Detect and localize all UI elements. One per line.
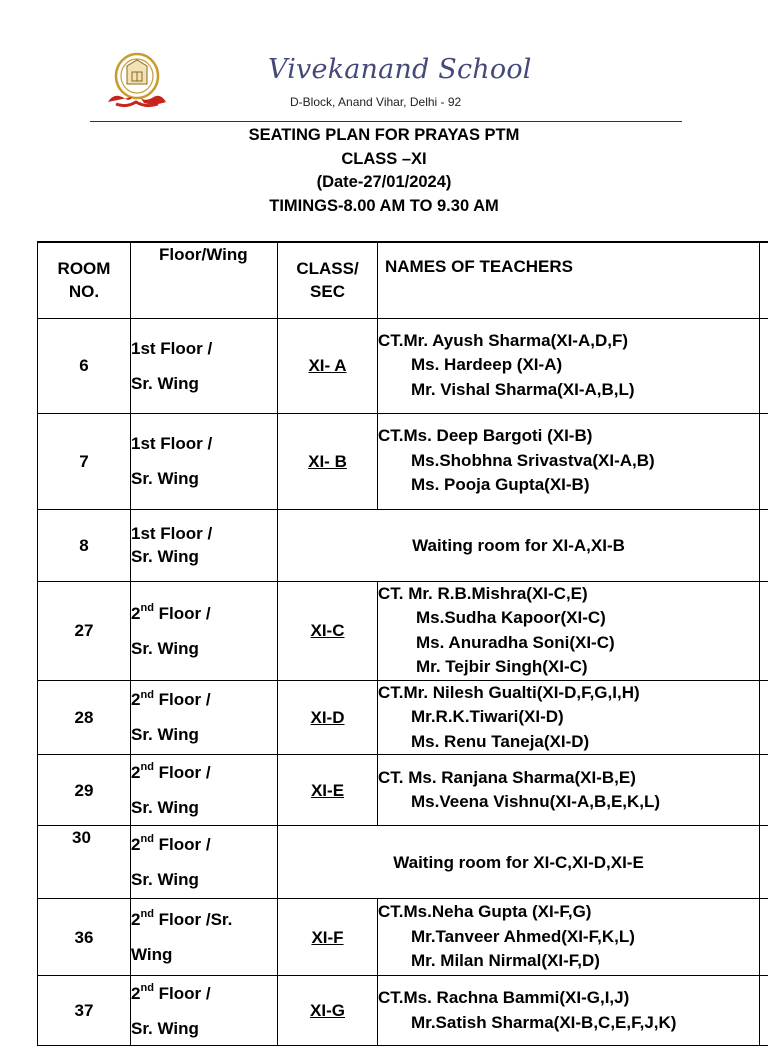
extra-column-cell <box>760 826 768 899</box>
table-header-row <box>38 242 768 318</box>
room-number: 29 <box>38 755 131 826</box>
class-section <box>278 318 378 413</box>
class-section-label: XI-F <box>311 928 343 947</box>
floor-label: Floor / <box>154 690 211 709</box>
class-section <box>278 680 378 755</box>
teacher-names <box>378 755 760 826</box>
room-number: 7 <box>38 413 131 509</box>
floor-line: 1st Floor / <box>131 337 277 360</box>
teacher-name: Ms. Pooja Gupta(XI-B) <box>378 473 759 498</box>
floor-label: Floor / <box>154 984 211 1003</box>
floor-ordinal: 2 <box>131 835 140 854</box>
floor-wing <box>131 899 278 976</box>
extra-column-cell <box>760 899 768 976</box>
wing-line: Wing <box>131 943 277 966</box>
teacher-name: Mr. Vishal Sharma(XI-A,B,L) <box>378 378 759 403</box>
document-heading <box>0 124 768 218</box>
letterhead-divider <box>90 121 682 122</box>
teacher-names <box>378 581 760 680</box>
teacher-name: Mr. Milan Nirmal(XI-F,D) <box>378 949 759 974</box>
extra-column-cell <box>760 680 768 755</box>
extra-column-cell <box>760 318 768 413</box>
floor-label: Floor /Sr. <box>154 910 232 929</box>
seating-plan-table <box>37 241 768 1046</box>
class-teacher-name: CT. Mr. R.B.Mishra(XI-C,E) <box>378 582 759 607</box>
teacher-names <box>378 976 760 1046</box>
teacher-names <box>378 680 760 755</box>
class-section <box>278 976 378 1046</box>
floor-ordinal-suffix: nd <box>140 833 153 845</box>
floor-ordinal-suffix: nd <box>140 761 153 773</box>
wing-line: Sr. Wing <box>131 637 277 660</box>
extra-column-cell <box>760 509 768 581</box>
extra-column-cell <box>760 581 768 680</box>
wing-line: Sr. Wing <box>131 372 277 395</box>
floor-ordinal-suffix: nd <box>140 602 153 614</box>
wing-line: Sr. Wing <box>131 1017 277 1040</box>
floor-label: Floor / <box>154 763 211 782</box>
waiting-room-note: Waiting room for XI-A,XI-B <box>278 509 760 581</box>
teacher-name: Ms. Renu Taneja(XI-D) <box>378 730 759 755</box>
floor-line: 1st Floor / <box>131 432 277 455</box>
teacher-names <box>378 413 760 509</box>
teacher-name: Ms.Shobhna Srivastva(XI-A,B) <box>378 449 759 474</box>
waiting-room-note: Waiting room for XI-C,XI-D,XI-E <box>278 826 760 899</box>
room-number: 37 <box>38 976 131 1046</box>
floor-ordinal: 2 <box>131 984 140 1003</box>
class-section-label: XI-D <box>311 708 345 727</box>
wing-line: Sr. Wing <box>131 796 277 819</box>
teacher-names <box>378 318 760 413</box>
floor-line <box>131 833 277 856</box>
floor-wing <box>131 318 278 413</box>
wing-line: Sr. Wing <box>131 868 277 891</box>
table-row <box>38 413 768 509</box>
class-section-label: XI-E <box>311 781 344 800</box>
table-row <box>38 755 768 826</box>
room-number: 6 <box>38 318 131 413</box>
teacher-names <box>378 899 760 976</box>
class-section-label: XI-G <box>310 1001 345 1020</box>
header-floor-wing: Floor/Wing <box>131 242 278 318</box>
wing-line: Sr. Wing <box>131 723 277 746</box>
class-section <box>278 413 378 509</box>
class-section <box>278 899 378 976</box>
header-teacher-names: NAMES OF TEACHERS <box>378 242 760 318</box>
wing-line: Sr. Wing <box>131 467 277 490</box>
header-room-no: ROOM NO. <box>38 242 131 318</box>
table-row <box>38 976 768 1046</box>
table-row <box>38 826 768 899</box>
table-row <box>38 318 768 413</box>
class-teacher-name: CT.Mr. Nilesh Gualti(XI-D,F,G,I,H) <box>378 681 759 706</box>
table-row <box>38 509 768 581</box>
class-section <box>278 581 378 680</box>
floor-ordinal: 2 <box>131 690 140 709</box>
extra-column-cell <box>760 413 768 509</box>
room-number: 30 <box>38 826 131 899</box>
floor-ordinal-suffix: nd <box>140 908 153 920</box>
class-section <box>278 755 378 826</box>
heading-date: (Date-27/01/2024) <box>0 171 768 195</box>
heading-class: CLASS –XI <box>0 148 768 172</box>
teacher-name: Ms.Sudha Kapoor(XI-C) <box>378 606 759 631</box>
floor-line: 1st Floor / <box>131 522 277 545</box>
room-number: 28 <box>38 680 131 755</box>
floor-line <box>131 982 277 1005</box>
floor-wing <box>131 413 278 509</box>
extra-column-cell <box>760 755 768 826</box>
letterhead <box>92 50 682 116</box>
floor-ordinal-suffix: nd <box>140 689 153 701</box>
teacher-name: Ms. Anuradha Soni(XI-C) <box>378 631 759 656</box>
table-row <box>38 899 768 976</box>
school-logo <box>102 50 168 112</box>
floor-line <box>131 761 277 784</box>
teacher-name: Mr.Satish Sharma(XI-B,C,E,F,J,K) <box>378 1011 759 1036</box>
table-row <box>38 680 768 755</box>
room-number: 27 <box>38 581 131 680</box>
class-teacher-name: CT.Ms. Rachna Bammi(XI-G,I,J) <box>378 986 759 1011</box>
school-name: Vivekanand School <box>268 54 532 85</box>
floor-ordinal-suffix: nd <box>140 982 153 994</box>
floor-wing <box>131 826 278 899</box>
room-number: 36 <box>38 899 131 976</box>
class-section-label: XI- A <box>308 356 346 375</box>
teacher-name: Ms.Veena Vishnu(XI-A,B,E,K,L) <box>378 790 759 815</box>
floor-line <box>131 688 277 711</box>
teacher-name: Mr.R.K.Tiwari(XI-D) <box>378 705 759 730</box>
floor-wing <box>131 509 278 581</box>
table-row <box>38 581 768 680</box>
heading-title: SEATING PLAN FOR PRAYAS PTM <box>0 124 768 148</box>
floor-line <box>131 602 277 625</box>
floor-label: Floor / <box>154 604 211 623</box>
extra-column-cell <box>760 976 768 1046</box>
floor-wing <box>131 755 278 826</box>
class-teacher-name: CT.Mr. Ayush Sharma(XI-A,D,F) <box>378 329 759 354</box>
class-teacher-name: CT. Ms. Ranjana Sharma(XI-B,E) <box>378 766 759 791</box>
room-number: 8 <box>38 509 131 581</box>
heading-timings: TIMINGS-8.00 AM TO 9.30 AM <box>0 195 768 219</box>
header-extra-column <box>760 242 768 318</box>
floor-wing <box>131 680 278 755</box>
class-section-label: XI-C <box>311 621 345 640</box>
school-address: D-Block, Anand Vihar, Delhi - 92 <box>290 95 461 109</box>
floor-ordinal: 2 <box>131 910 140 929</box>
header-class-sec: CLASS/ SEC <box>278 242 378 318</box>
floor-label: Floor / <box>154 835 211 854</box>
wing-line: Sr. Wing <box>131 545 277 568</box>
floor-line <box>131 908 277 931</box>
teacher-name: Ms. Hardeep (XI-A) <box>378 353 759 378</box>
class-teacher-name: CT.Ms. Deep Bargoti (XI-B) <box>378 424 759 449</box>
floor-wing <box>131 581 278 680</box>
floor-ordinal: 2 <box>131 604 140 623</box>
teacher-name: Mr.Tanveer Ahmed(XI-F,K,L) <box>378 925 759 950</box>
floor-wing <box>131 976 278 1046</box>
teacher-name: Mr. Tejbir Singh(XI-C) <box>378 655 759 680</box>
class-section-label: XI- B <box>308 452 347 471</box>
floor-ordinal: 2 <box>131 763 140 782</box>
class-teacher-name: CT.Ms.Neha Gupta (XI-F,G) <box>378 900 759 925</box>
